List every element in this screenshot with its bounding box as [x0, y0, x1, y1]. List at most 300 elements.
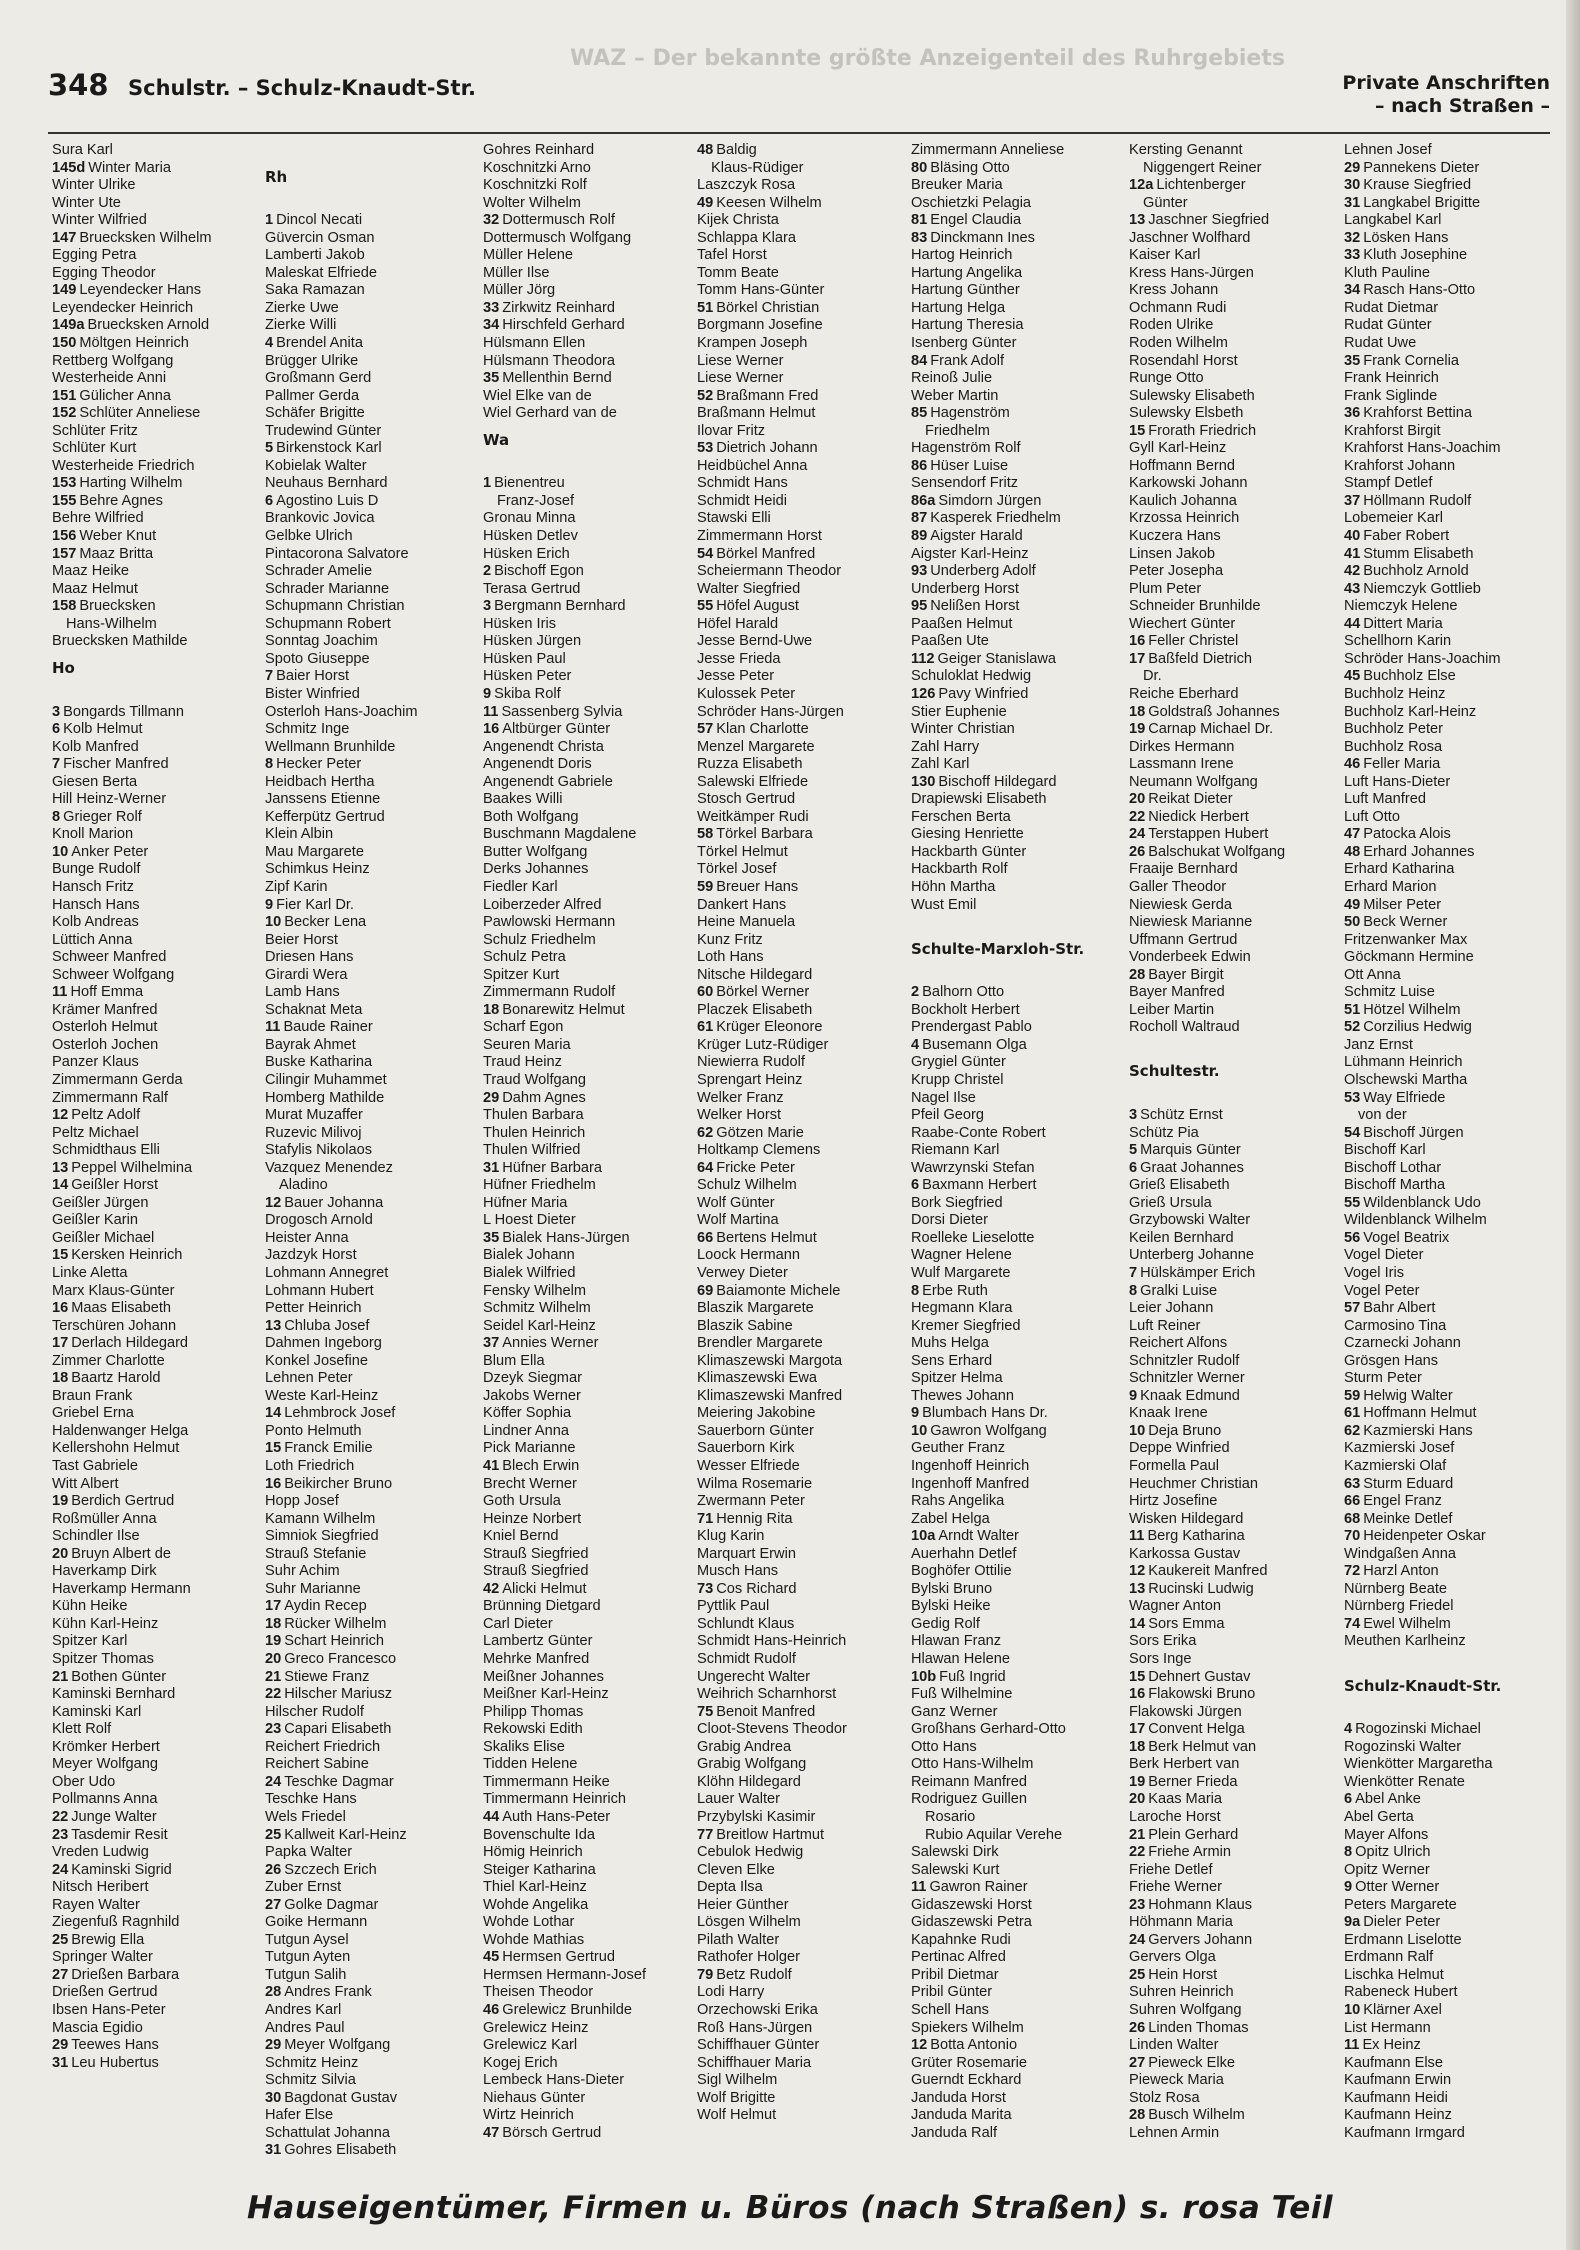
resident-entry	[1129, 388, 1341, 406]
resident-entry	[911, 1300, 1123, 1318]
resident-entry	[265, 1686, 477, 1704]
resident-name: Brügger Ulrike	[265, 352, 359, 369]
resident-entry	[1129, 616, 1341, 634]
resident-name: Butter Wolfgang	[483, 843, 588, 860]
resident-entry	[483, 949, 695, 967]
resident-entry	[911, 826, 1123, 844]
resident-entry	[1129, 1107, 1341, 1125]
resident-entry	[1344, 598, 1556, 616]
resident-entry	[1129, 2072, 1341, 2090]
resident-entry	[52, 1739, 264, 1757]
resident-entry	[52, 1984, 264, 2002]
house-number: 30	[265, 2089, 282, 2106]
resident-name: Wolf Helmut	[697, 2107, 777, 2124]
resident-name: Fier Karl Dr.	[276, 896, 354, 913]
resident-name: Schell Hans	[911, 2001, 989, 2018]
house-number: 6	[1129, 1159, 1138, 1176]
resident-entry	[52, 528, 264, 546]
resident-name: Kolb Manfred	[52, 738, 139, 755]
resident-name: Hagenström Rolf	[911, 440, 1021, 457]
resident-name: Hlawan Franz	[911, 1633, 1002, 1650]
resident-entry	[52, 1265, 264, 1283]
resident-name: Agostino Luis D	[276, 492, 379, 509]
resident-entry	[265, 1405, 477, 1423]
resident-name: Erdmann Liselotte	[1344, 1931, 1462, 1948]
resident-entry	[697, 1265, 909, 1283]
resident-entry	[1129, 1704, 1341, 1722]
house-number: 73	[697, 1580, 714, 1597]
resident-entry	[52, 1669, 264, 1687]
resident-name: Linsen Jakob	[1129, 545, 1216, 562]
resident-name: Weitkämper Rudi	[697, 808, 809, 825]
resident-name: Zimmermann Gerda	[52, 1071, 183, 1088]
resident-name: Sensendorf Fritz	[911, 475, 1019, 492]
resident-name: Konkel Josefine	[265, 1352, 369, 1369]
resident-entry	[697, 704, 909, 722]
street-heading: Ho	[52, 658, 75, 677]
resident-entry	[697, 914, 909, 932]
resident-name: Rettberg Wolfgang	[52, 352, 174, 369]
resident-entry	[1129, 1283, 1341, 1301]
house-number: 37	[483, 1335, 500, 1352]
resident-name: Opitz Werner	[1344, 1861, 1430, 1878]
resident-entry	[911, 1265, 1123, 1283]
resident-entry	[697, 300, 909, 318]
house-number: 47	[1344, 826, 1361, 843]
house-number: 83	[911, 229, 928, 246]
resident-name: Breuer Hans	[716, 878, 799, 895]
resident-entry	[1344, 1809, 1556, 1827]
house-number: 23	[1129, 1896, 1146, 1913]
resident-name: Ott Anna	[1344, 966, 1401, 983]
house-number: 31	[52, 2054, 69, 2071]
resident-name: Klaus-Rüdiger	[711, 159, 804, 176]
resident-name: Pertinac Alfred	[911, 1949, 1006, 1966]
resident-entry	[1344, 1423, 1556, 1441]
resident-entry	[697, 1739, 909, 1757]
resident-entry	[697, 1844, 909, 1862]
resident-entry	[697, 1862, 909, 1880]
house-number: 4	[1344, 1721, 1353, 1738]
resident-entry	[1129, 440, 1341, 458]
resident-name: Leu Hubertus	[71, 2054, 159, 2071]
resident-name: Erdmann Ralf	[1344, 1949, 1434, 1966]
resident-name: Reichert Alfons	[1129, 1335, 1228, 1352]
resident-name: Mayer Alfons	[1344, 1826, 1429, 1843]
resident-name: Kersting Genannt	[1129, 142, 1243, 158]
resident-entry	[1344, 546, 1556, 564]
resident-entry	[1129, 1721, 1341, 1739]
resident-entry	[52, 2037, 264, 2055]
resident-name: Klan Charlotte	[716, 721, 809, 738]
resident-entry	[265, 1054, 477, 1072]
resident-name: Tafel Horst	[697, 247, 767, 264]
resident-name: Teschke Dagmar	[284, 1773, 394, 1790]
resident-name: Becker Lena	[284, 914, 367, 931]
resident-name: Hackbarth Günter	[911, 843, 1027, 860]
resident-name: Fiedler Karl	[483, 878, 558, 895]
resident-name: Opitz Ulrich	[1355, 1844, 1431, 1861]
resident-entry	[265, 1844, 477, 1862]
resident-name: Möltgen Heinrich	[79, 335, 189, 352]
resident-entry	[697, 1230, 909, 1248]
house-number: 60	[697, 984, 714, 1001]
resident-name: Stawski Elli	[697, 510, 771, 527]
house-number: 45	[483, 1949, 500, 1966]
resident-name: Heuchmer Christian	[1129, 1475, 1258, 1492]
resident-entry	[697, 282, 909, 300]
resident-entry	[1129, 335, 1341, 353]
house-number: 53	[697, 440, 714, 457]
resident-entry	[1344, 1721, 1556, 1739]
resident-name: Egging Petra	[52, 247, 137, 264]
house-number: 11	[265, 1019, 281, 1036]
resident-name: Wohde Lothar	[483, 1914, 575, 1931]
resident-entry	[483, 1230, 695, 1248]
resident-name: Rucinski Ludwig	[1148, 1580, 1254, 1597]
resident-entry	[265, 581, 477, 599]
resident-entry	[697, 247, 909, 265]
section-title	[1342, 72, 1550, 118]
resident-name: Olschewski Martha	[1344, 1071, 1468, 1088]
resident-entry	[483, 405, 695, 423]
resident-entry	[911, 1440, 1123, 1458]
resident-name: Schindler Ilse	[52, 1528, 140, 1545]
resident-name: Abel Gerta	[1344, 1808, 1414, 1825]
resident-name: Wolf Günter	[697, 1194, 775, 1211]
resident-name: Stumm Elisabeth	[1363, 545, 1474, 562]
resident-name: Schäfer Brigitte	[265, 405, 365, 422]
house-number: 56	[1344, 1229, 1361, 1246]
resident-entry	[911, 1177, 1123, 1195]
resident-entry	[911, 1984, 1123, 2002]
house-number: 6	[1344, 1791, 1353, 1808]
resident-name: Czarnecki Johann	[1344, 1335, 1461, 1352]
resident-name: Gawron Wolfgang	[930, 1422, 1047, 1439]
resident-name: Sura Karl	[52, 142, 113, 158]
resident-name: Schlappa Klara	[697, 229, 796, 246]
resident-name: Maaz Britta	[79, 545, 154, 562]
header-rule	[48, 132, 1550, 134]
resident-name: Hömig Heinrich	[483, 1844, 583, 1861]
resident-entry	[911, 739, 1123, 757]
resident-entry	[52, 739, 264, 757]
resident-entry	[52, 265, 264, 283]
resident-name: Törkel Josef	[697, 861, 777, 878]
house-number: 44	[1344, 615, 1361, 632]
resident-entry	[52, 1827, 264, 1845]
resident-entry	[483, 2055, 695, 2073]
house-number: 42	[483, 1580, 500, 1597]
resident-name: Klöhn Hildegard	[697, 1773, 801, 1790]
resident-entry	[483, 1651, 695, 1669]
resident-name: Bockholt Herbert	[911, 1001, 1020, 1018]
resident-entry	[52, 1230, 264, 1248]
resident-name: Blaszik Margarete	[697, 1300, 814, 1317]
resident-entry	[1129, 177, 1341, 195]
spacer	[1129, 1037, 1341, 1055]
resident-entry	[1344, 1774, 1556, 1792]
resident-name: Hoffmann Bernd	[1129, 457, 1236, 474]
resident-name: Lehnen Armin	[1129, 2124, 1220, 2141]
resident-name: Borgmann Josefine	[697, 317, 823, 334]
house-number: 9	[1129, 1387, 1138, 1404]
resident-entry	[265, 546, 477, 564]
house-number: 1	[483, 475, 492, 492]
resident-name: Franck Emilie	[284, 1440, 373, 1457]
resident-name: Wirtz Heinrich	[483, 2107, 574, 2124]
resident-entry	[52, 1440, 264, 1458]
resident-name: Westerheide Friedrich	[52, 457, 195, 474]
resident-name: Nürnberg Beate	[1344, 1580, 1448, 1597]
resident-name: Spitzer Helma	[911, 1370, 1003, 1387]
entry-continuation	[1129, 160, 1341, 178]
resident-name: Feller Maria	[1363, 756, 1441, 773]
resident-name: Prendergast Pablo	[911, 1019, 1032, 1036]
resident-name: Brankovic Jovica	[265, 510, 375, 527]
resident-entry	[697, 1107, 909, 1125]
resident-entry	[911, 1897, 1123, 1915]
resident-entry	[265, 458, 477, 476]
resident-name: Schmidt Hans-Heinrich	[697, 1633, 847, 1650]
resident-entry	[911, 1581, 1123, 1599]
resident-name: Buchholz Rosa	[1344, 738, 1443, 755]
resident-name: Dinckmann Ines	[930, 229, 1035, 246]
resident-entry	[911, 1791, 1123, 1809]
resident-name: Ober Udo	[52, 1773, 116, 1790]
resident-entry	[911, 1353, 1123, 1371]
resident-name: Zimmer Charlotte	[52, 1352, 165, 1369]
house-number: 61	[697, 1019, 714, 1036]
resident-entry	[1344, 2090, 1556, 2108]
resident-name: Höfel August	[716, 598, 799, 615]
resident-entry	[697, 616, 909, 634]
house-number: 49	[697, 194, 714, 211]
resident-name: Trudewind Günter	[265, 422, 382, 439]
resident-entry	[697, 1967, 909, 1985]
resident-name: Wellmann Brunhilde	[265, 738, 396, 755]
resident-entry	[697, 405, 909, 423]
resident-name: Baxmann Herbert	[922, 1177, 1037, 1194]
resident-name: Maas Elisabeth	[71, 1300, 172, 1317]
resident-entry	[52, 861, 264, 879]
entry-continuation	[483, 493, 695, 511]
resident-name: Hüsken Paul	[483, 650, 566, 667]
resident-name: Langkabel Karl	[1344, 212, 1442, 229]
resident-name: Bienentreu	[494, 475, 565, 492]
resident-name: Beikircher Bruno	[284, 1475, 393, 1492]
resident-name: Heier Günther	[697, 1896, 789, 1913]
resident-name: Wohde Angelika	[483, 1896, 589, 1913]
resident-entry	[52, 1107, 264, 1125]
resident-name: Weste Karl-Heinz	[265, 1387, 379, 1404]
resident-name: Buske Katharina	[265, 1054, 373, 1071]
resident-name: Meiering Jakobine	[697, 1405, 816, 1422]
house-number: 12	[911, 2037, 928, 2054]
resident-entry	[1129, 2055, 1341, 2073]
resident-name: Sigl Wilhelm	[697, 2072, 778, 2089]
house-number: 20	[1129, 791, 1146, 808]
page-edge	[1566, 0, 1580, 2250]
resident-entry	[1129, 1914, 1341, 1932]
resident-entry	[265, 809, 477, 827]
resident-entry	[697, 317, 909, 335]
resident-entry	[265, 967, 477, 985]
resident-entry	[52, 1019, 264, 1037]
resident-name: Berdich Gertrud	[71, 1493, 175, 1510]
resident-name: Zierke Uwe	[265, 299, 339, 316]
resident-name: Schmidt Hans	[697, 475, 788, 492]
resident-entry	[911, 1949, 1123, 1967]
resident-name: Schröder Hans-Joachim	[1344, 650, 1501, 667]
resident-entry	[265, 2107, 477, 2125]
house-number: 5	[265, 440, 274, 457]
resident-name: Ingenhoff Manfred	[911, 1475, 1030, 1492]
resident-entry	[1129, 1142, 1341, 1160]
resident-entry	[265, 2055, 477, 2073]
resident-name: Mehrke Manfred	[483, 1651, 590, 1668]
resident-entry	[52, 844, 264, 862]
resident-entry	[52, 1686, 264, 1704]
resident-entry	[52, 1090, 264, 1108]
resident-entry	[1344, 774, 1556, 792]
resident-name: Nitsch Heribert	[52, 1879, 149, 1896]
resident-name: Sulewsky Elsbeth	[1129, 405, 1244, 422]
resident-entry	[1344, 651, 1556, 669]
resident-entry	[1129, 1598, 1341, 1616]
resident-name: Rabeneck Hubert	[1344, 1984, 1458, 2001]
resident-entry	[1129, 1230, 1341, 1248]
resident-entry	[483, 2002, 695, 2020]
resident-name: Grösgen Hans	[1344, 1352, 1439, 1369]
resident-entry	[265, 1370, 477, 1388]
resident-entry	[483, 1844, 695, 1862]
resident-entry	[52, 1212, 264, 1230]
resident-entry	[52, 1493, 264, 1511]
resident-name: Bruecksken	[79, 598, 156, 615]
resident-name: Höfel Harald	[697, 615, 779, 632]
house-number: 18	[265, 1615, 282, 1632]
resident-name: Hlawan Helene	[911, 1651, 1010, 1668]
resident-name: Sauerborn Kirk	[697, 1440, 795, 1457]
resident-entry	[483, 370, 695, 388]
resident-entry	[483, 1283, 695, 1301]
resident-name: Ibsen Hans-Peter	[52, 2001, 166, 2018]
directory-column-3	[483, 142, 695, 2142]
resident-entry	[1344, 1862, 1556, 1880]
resident-entry	[911, 1054, 1123, 1072]
resident-name: Loth Hans	[697, 949, 764, 966]
resident-name: Kaufmann Heidi	[1344, 2089, 1448, 2106]
resident-name: Sors Emma	[1148, 1615, 1225, 1632]
house-number: 48	[697, 142, 714, 158]
resident-name: Hennig Rita	[716, 1510, 793, 1527]
resident-entry	[697, 1546, 909, 1564]
resident-name: Schulz Wilhelm	[697, 1177, 797, 1194]
resident-entry	[52, 791, 264, 809]
resident-entry	[1129, 809, 1341, 827]
resident-entry	[483, 1756, 695, 1774]
resident-name: Stosch Gertrud	[697, 791, 796, 808]
entry-continuation	[265, 1177, 477, 1195]
resident-name: Bruecksken Mathilde	[52, 633, 188, 650]
resident-entry	[483, 388, 695, 406]
resident-entry	[1129, 423, 1341, 441]
resident-entry	[697, 1072, 909, 1090]
resident-entry	[1129, 1791, 1341, 1809]
resident-name: Frank Heinrich	[1344, 370, 1439, 387]
house-number: 13	[1129, 1580, 1146, 1597]
resident-name: Roden Ulrike	[1129, 317, 1214, 334]
resident-entry	[1344, 1493, 1556, 1511]
resident-entry	[911, 510, 1123, 528]
resident-name: Kluth Josephine	[1363, 247, 1468, 264]
spacer	[483, 458, 695, 476]
resident-name: Niggengert Reiner	[1143, 159, 1262, 176]
house-number: 126	[911, 685, 936, 702]
resident-name: Fuß Wilhelmine	[911, 1686, 1013, 1703]
house-number: 46	[1344, 756, 1361, 773]
resident-entry	[265, 739, 477, 757]
resident-name: Pawlowski Hermann	[483, 914, 616, 931]
resident-entry	[697, 475, 909, 493]
resident-name: Höllmann Rudolf	[1363, 492, 1472, 509]
resident-name: Vazquez Menendez	[265, 1159, 393, 1176]
house-number: 22	[1129, 808, 1146, 825]
resident-name: Underberg Horst	[911, 580, 1019, 597]
house-number: 77	[697, 1826, 714, 1843]
resident-entry	[483, 1405, 695, 1423]
resident-name: Hecker Peter	[276, 756, 362, 773]
resident-entry	[1129, 949, 1341, 967]
house-number: 79	[697, 1966, 714, 1983]
house-number: 10b	[911, 1668, 937, 1685]
resident-name: Terstappen Hubert	[1148, 826, 1269, 843]
house-number: 13	[265, 1317, 282, 1334]
resident-entry	[697, 2055, 909, 2073]
resident-name: Gawron Rainer	[929, 1879, 1028, 1896]
resident-entry	[1129, 739, 1341, 757]
resident-name: Goldstraß Johannes	[1148, 703, 1280, 720]
resident-entry	[52, 1932, 264, 1950]
resident-name: Breuker Maria	[911, 177, 1003, 194]
resident-name: Hagenström	[930, 405, 1010, 422]
resident-name: Fricke Peter	[716, 1159, 795, 1176]
resident-name: Przybylski Kasimir	[697, 1808, 816, 1825]
house-number: 17	[52, 1335, 69, 1352]
house-number: 40	[1344, 528, 1361, 545]
resident-entry	[697, 1160, 909, 1178]
resident-name: Golke Dagmar	[284, 1896, 379, 1913]
resident-name: Haverkamp Hermann	[52, 1580, 191, 1597]
house-number: 36	[1344, 405, 1361, 422]
house-number: 55	[697, 598, 714, 615]
resident-name: Wilma Rosemarie	[697, 1475, 813, 1492]
house-number: 22	[52, 1808, 69, 1825]
resident-name: Dorsi Dieter	[911, 1212, 989, 1229]
resident-entry	[911, 1563, 1123, 1581]
resident-entry	[265, 1493, 477, 1511]
resident-name: Klimaszewski Manfred	[697, 1387, 843, 1404]
resident-entry	[697, 791, 909, 809]
resident-entry	[265, 1563, 477, 1581]
resident-name: Schaknat Meta	[265, 1001, 363, 1018]
resident-entry	[265, 1546, 477, 1564]
resident-name: Zabel Helga	[911, 1510, 990, 1527]
resident-entry	[1129, 1160, 1341, 1178]
resident-entry	[265, 914, 477, 932]
house-number: 16	[483, 721, 500, 738]
